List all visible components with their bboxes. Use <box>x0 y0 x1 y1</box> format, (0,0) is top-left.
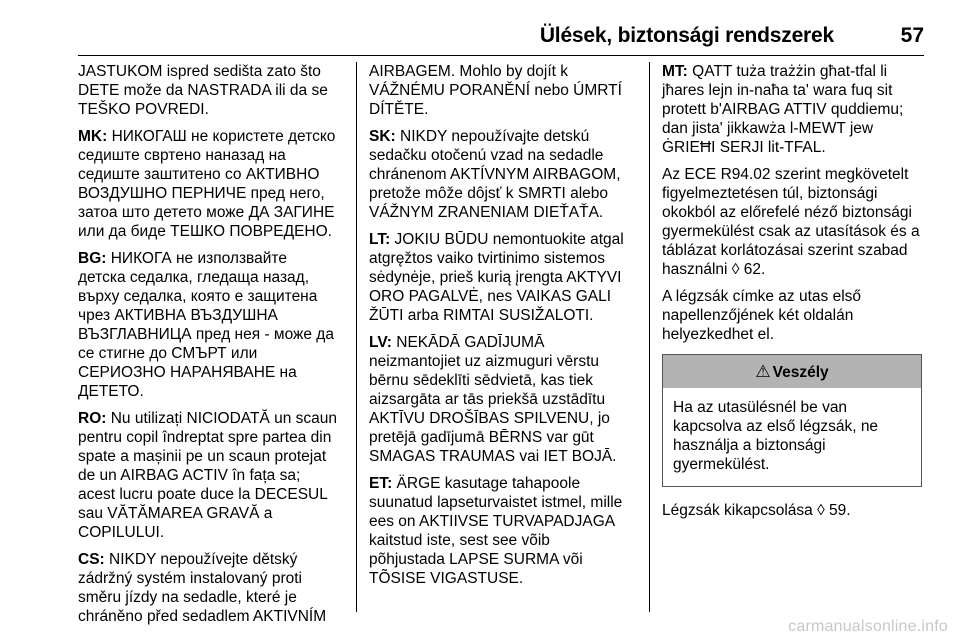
paragraph-reference: Légzsák kikapcsolása ◊ 59. <box>662 502 851 519</box>
paragraph-label-location: A légzsák címke az utas első napellenzőjének két oldalán helyezkedhet el. <box>662 288 862 343</box>
warning-title: Veszély <box>772 364 829 381</box>
paragraph-sk: SK: NIKDY nepoužívajte detskú sedačku otočenú vzad na sedadle chránenom AKTÍVNYM AIRBAGOM, pretože môže dôjsť k SMRTI alebo VÁŽNYM ZRANENIAM DIEŤAŤA. <box>369 128 621 221</box>
header-rule <box>78 55 924 56</box>
page-header <box>0 24 924 56</box>
watermark: carmanualsonline.info <box>788 618 948 635</box>
paragraph-mt: MT: QATT tuża trażżin għat-tfal li jħares lejn in-naħa ta' wara fuq sit protett b'AIRBAG ATTIV quddiemu; dan jista' jikkawża l-MEWT jew ĠRIEĦI SERJI lit-TFAL. <box>662 63 904 156</box>
paragraph: AIRBAGEM. Mohlo by dojít k VÁŽNÉMU PORANĚNÍ nebo ÚMRTÍ DÍTĚTE. <box>369 63 622 118</box>
language-code: MK: <box>78 128 108 145</box>
warning-icon: ⚠ <box>755 362 771 381</box>
language-code: LV: <box>369 334 392 351</box>
paragraph-ro: RO: Nu utilizați NICIODATĂ un scaun pentru copil îndreptat spre partea din spate a mașinii pe un scaun protejat de un AIRBAG ACTIV în fața sa; acest lucru poate duce la DECESUL sau VĂTĂMAREA GRAVĂ a COPILULUI. <box>78 410 337 541</box>
paragraph-cs: CS: NIKDY nepoužívejte dětský zádržný systém instalovaný proti směru jízdy na sedadle, které je chráněno před sedadlem AKTIVNÍM <box>78 551 327 625</box>
language-code: BG: <box>78 250 107 267</box>
column-divider <box>356 62 357 612</box>
warning-box <box>662 354 922 487</box>
paragraph-mk: MK: НИКОГАШ не користете детско седиште свртено наназад на седиште заштитено со АКТИВНО ВОЗДУШНО ПЕРНИЧЕ пред него, затоа што детето може ДА ЗАГИНЕ или да биде ТЕШКО ПОВРЕДЕНО. <box>78 128 336 240</box>
language-code: SK: <box>369 128 396 145</box>
paragraph: JASTUKOM ispred sedišta zato što DETE može da NASTRADA ili da se TEŠKO POVREDI. <box>78 63 328 118</box>
paragraph-et: ET: ÄRGE kasutage tahapoole suunatud lapseturvaistet istmel, mille ees on AKTIIVSE TURVAPADJAGA kaitstud iste, sest see võib põhjustada LAPSE SURMA või TÕSISE VIGASTUSE. <box>369 475 623 587</box>
language-code: RO: <box>78 410 107 427</box>
warning-header <box>663 355 921 388</box>
page-title: Ülések, biztonsági rendszerek <box>539 24 834 47</box>
language-code: LT: <box>369 231 391 248</box>
column-divider <box>649 62 650 612</box>
paragraph-ece: Az ECE R94.02 szerint megkövetelt figyelmeztetésen túl, biztonsági okokból az előrefelé néző biztonsági gyermekülést csak az utasítások és a táblázat korlátozásai szerint szabad használni ◊ 62. <box>662 166 920 278</box>
paragraph-lt: LT: JOKIU BŪDU nemontuokite atgal atgręžtos vaiko tvirtinimo sistemos sėdynėje, prieš kurią įrengta AKTYVI ORO PAGALVĖ, nes VAIKAS GALI ŽŪTI arba RIMTAI SUSIŽALOTI. <box>369 231 624 324</box>
language-code: MT: <box>662 63 688 80</box>
language-code: CS: <box>78 551 105 568</box>
language-code: ET: <box>369 475 393 492</box>
warning-text: Ha az utasülésnél be van kapcsolva az első légzsák, ne használja a biztonsági gyermekülést. <box>673 399 879 473</box>
paragraph-bg: BG: НИКОГА не използвайте детска седалка, гледаща назад, върху седалка, която е защитена чрез АКТИВНА ВЪЗДУШНА ВЪЗГЛАВНИЦА пред нея - може да се стигне до СМЪРТ или СЕРИОЗНО НАРАНЯВАНЕ на ДЕТЕТО. <box>78 250 334 400</box>
column-3 <box>662 62 926 528</box>
paragraph-lv: LV: NEKĀDĀ GADĪJUMĀ neizmantojiet uz aizmuguri vērstu bērnu sēdeklīti sēdvietā, kas tiek aizsargāta ar tās priekšā uzstādītu AKTĪVU DROŠĪBAS SPILVENU, jo pretējā gadījumā BĒRNS var gūt SMAGAS TRAUMAS vai IET BOJĀ. <box>369 334 617 465</box>
column-2 <box>369 62 634 596</box>
column-1 <box>78 62 348 634</box>
page-number: 57 <box>900 24 924 47</box>
